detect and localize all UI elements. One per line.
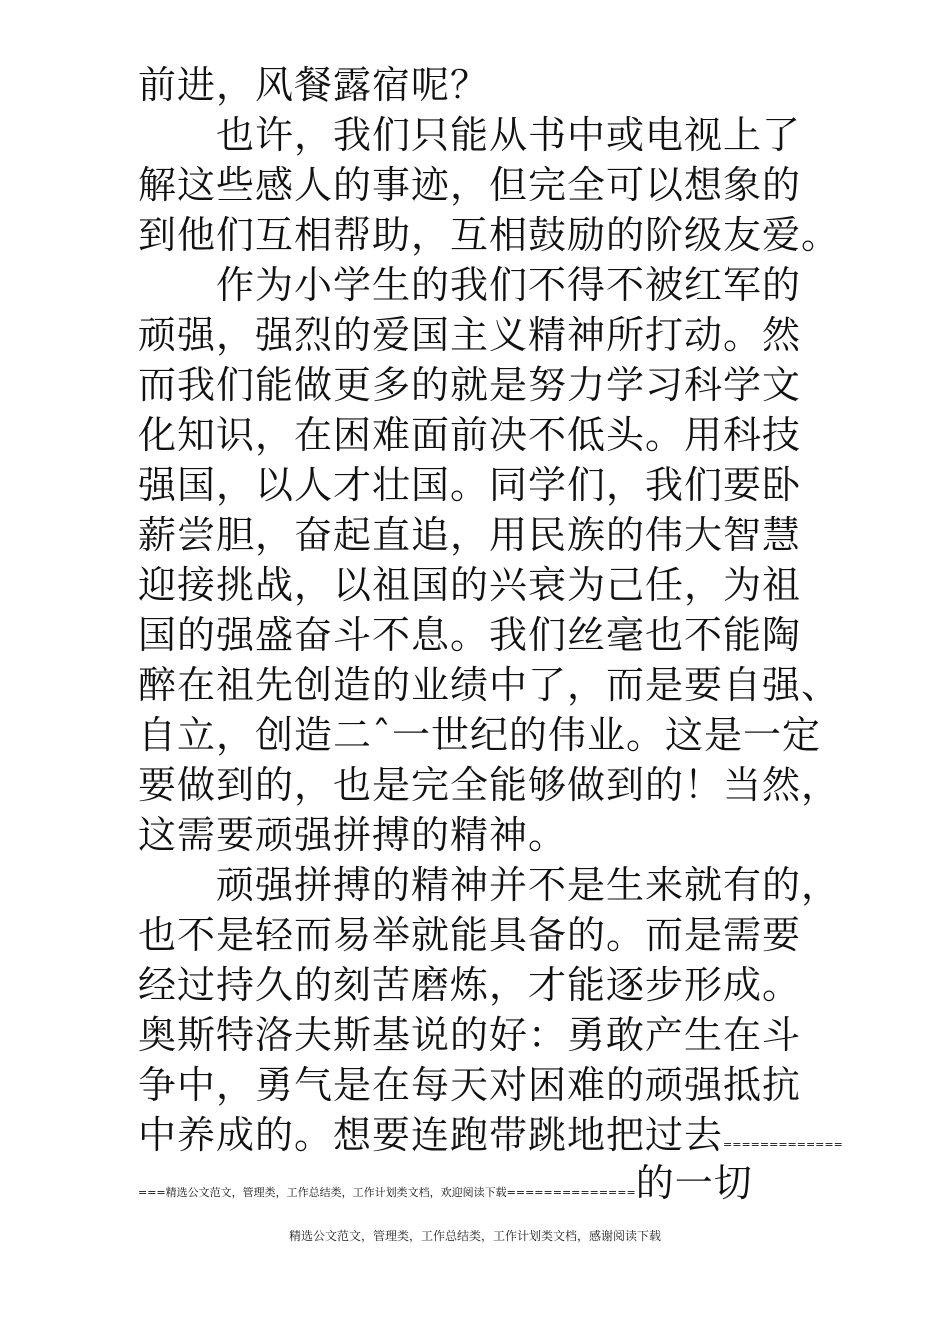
paragraph-start-line: 也许，我们只能从书中或电视上了 [216, 113, 802, 157]
text-line: 前进，风餐露宿呢？ [138, 63, 490, 107]
paragraph-start-line: 作为小学生的我们不得不被红军的 [216, 263, 802, 307]
separator-mark: ============= [723, 1138, 843, 1151]
text-line: 要做到的，也是完全能够做到的！当然， [138, 763, 841, 807]
promo-banner: ===精选公文范文，管理类，工作总结类，工作计划类文档，欢迎阅读下载============== [138, 1186, 636, 1199]
paragraph-start-line: 顽强拼搏的精神并不是生来就有的， [216, 863, 841, 907]
text-line: 奥斯特洛夫斯基说的好：勇敢产生在斗 [138, 1013, 802, 1057]
text-line: 这需要顽强拼搏的精神。 [138, 813, 568, 857]
banner-line [138, 1160, 753, 1206]
text-continuation: 的一切 [635, 1161, 753, 1205]
text-line: 争中，勇气是在每天对困难的顽强抵抗 [138, 1063, 802, 1107]
text-line: 也不是轻而易举就能具备的。而是需要 [138, 913, 802, 957]
text-line: 薪尝胆，奋起直追，用民族的伟大智慧 [138, 513, 802, 557]
text-line: 迎接挑战，以祖国的兴衰为己任，为祖 [138, 563, 802, 607]
text-line: 中养成的。想要连跑带跳地把过去 [138, 1113, 724, 1157]
text-line: 解这些感人的事迹，但完全可以想象的 [138, 163, 802, 207]
text-line: 强国，以人才壮国。同学们，我们要卧 [138, 463, 802, 507]
text-line: 化知识，在困难面前决不低头。用科技 [138, 413, 802, 457]
text-line: 国的强盛奋斗不息。我们丝毫也不能陶 [138, 613, 802, 657]
text-line: 醉在祖先创造的业绩中了，而是要自强、 [138, 663, 841, 707]
text-line: 到他们互相帮助，互相鼓励的阶级友爱。 [138, 213, 841, 257]
text-line: 顽强，强烈的爱国主义精神所打动。然 [138, 313, 802, 357]
text-line: 自立，创造二ˆ一世纪的伟业。这是一定 [138, 713, 822, 757]
page-footer: 精选公文范文，管理类，工作总结类，工作计划类文档，感谢阅读下载 [288, 1229, 661, 1243]
text-line: 经过持久的刻苦磨炼，才能逐步形成。 [138, 963, 802, 1007]
text-line: 而我们能做更多的就是努力学习科学文 [138, 363, 802, 407]
text-line-with-separator [138, 1112, 843, 1158]
